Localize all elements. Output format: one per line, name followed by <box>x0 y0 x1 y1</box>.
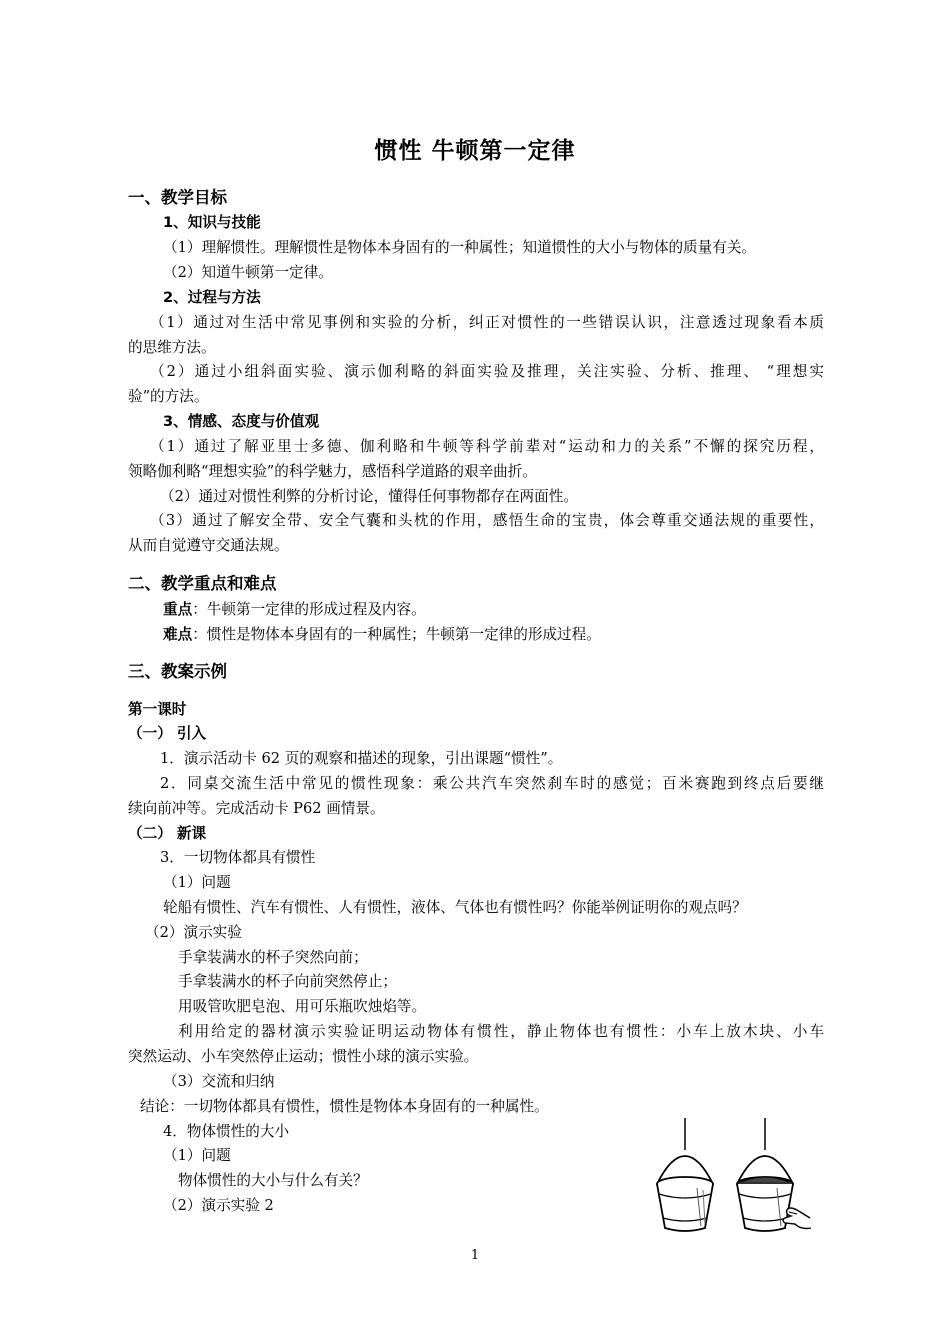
paragraph: （1）理解惯性。理解惯性是物体本身固有的一种属性；知道惯性的大小与物体的质量有关。 <box>163 239 757 256</box>
paragraph: 利用给定的器材演示实验证明运动物体有惯性，静止物体也有惯性：小车上放木块、小车 <box>178 1023 824 1040</box>
hanging-buckets-illustration <box>645 1118 815 1238</box>
paragraph: （1）通过对生活中常见事例和实验的分析，纠正对惯性的一些错误认识，注意透过现象看本质 <box>150 314 824 331</box>
part-heading-intro: （一） 引入 <box>128 725 207 742</box>
paragraph: 1．演示活动卡 62 页的观察和描述的现象，引出课题“惯性”。 <box>160 750 563 767</box>
paragraph: （2）演示实验 <box>145 924 242 941</box>
paragraph: （2）通过小组斜面实验、演示伽利略的斜面实验及推理，关注实验、分析、推理、 “理想实 <box>150 363 824 380</box>
paragraph: （3）通过了解安全带、安全气囊和头枕的作用，感悟生命的宝贵，体会尊重交通法规的重要性， <box>150 512 824 529</box>
paragraph: （1）通过了解亚里士多德、伽利略和牛顿等科学前辈对“运动和力的关系”不懈的探究历程， <box>150 438 824 455</box>
paragraph: （2）演示实验 2 <box>163 1197 274 1214</box>
paragraph: 的思维方法。 <box>128 339 216 356</box>
key-point <box>163 600 426 620</box>
hand-icon <box>783 1208 811 1229</box>
paragraph: 结论：一切物体都具有惯性，惯性是物体本身固有的一种属性。 <box>140 1098 549 1115</box>
subheading-process: 2、过程与方法 <box>163 289 261 306</box>
key-point-label: 重点 <box>163 601 193 618</box>
difficult-point-label: 难点 <box>163 626 193 643</box>
sand-bucket-icon <box>737 1118 793 1231</box>
paragraph: （3）交流和归纳 <box>163 1073 275 1090</box>
paragraph: （2）通过对惯性利弊的分析讨论，懂得任何事物都存在两面性。 <box>160 488 578 505</box>
difficult-point <box>163 625 601 645</box>
subheading-emotion: 3、情感、态度与价值观 <box>163 413 320 430</box>
paragraph: 2．同桌交流生活中常见的惯性现象：乘公共汽车突然刹车时的感觉；百米赛跑到终点后要继 <box>160 775 824 792</box>
paragraph: 轮船有惯性、汽车有惯性、人有惯性，液体、气体也有惯性吗？你能举例证明你的观点吗？ <box>163 899 747 916</box>
paragraph: 突然运动、小车突然停止运动；惯性小球的演示实验。 <box>128 1048 479 1065</box>
paragraph: 从而自觉遵守交通法规。 <box>128 537 289 554</box>
paragraph: 物体惯性的大小与什么有关？ <box>178 1172 368 1189</box>
subheading-knowledge: 1、知识与技能 <box>163 214 261 231</box>
page-number: 1 <box>470 1248 480 1263</box>
difficult-point-text: ：惯性是物体本身固有的一种属性；牛顿第一定律的形成过程。 <box>192 626 601 643</box>
part-heading-new-lesson: （二） 新课 <box>128 825 207 842</box>
paragraph: 4．物体惯性的大小 <box>163 1123 290 1140</box>
key-point-text: ：牛顿第一定律的形成过程及内容。 <box>192 601 426 618</box>
section-heading-lesson-plan: 三、教案示例 <box>128 662 227 681</box>
paragraph: 手拿装满水的杯子突然向前； <box>178 949 368 966</box>
paragraph: 验”的方法。 <box>128 388 209 405</box>
paragraph: 手拿装满水的杯子向前突然停止； <box>178 973 397 990</box>
paragraph: 3．一切物体都具有惯性 <box>160 849 316 866</box>
section-heading-key-points: 二、教学重点和难点 <box>128 574 277 593</box>
paragraph: 续向前冲等。完成活动卡 P62 画情景。 <box>128 800 385 817</box>
paragraph: （1）问题 <box>163 1147 231 1164</box>
empty-bucket-icon <box>657 1118 713 1231</box>
lesson-heading: 第一课时 <box>128 701 187 718</box>
paragraph: 用吸管吹肥皂泡、用可乐瓶吹烛焰等。 <box>178 998 427 1015</box>
paragraph: （1）问题 <box>163 874 231 891</box>
section-heading-objectives: 一、教学目标 <box>128 188 227 207</box>
page-title: 惯性 牛顿第一定律 <box>374 138 576 164</box>
paragraph: 领略伽利略“理想实验”的科学魅力，感悟科学道路的艰辛曲折。 <box>128 463 537 480</box>
paragraph: （2）知道牛顿第一定律。 <box>163 264 333 281</box>
